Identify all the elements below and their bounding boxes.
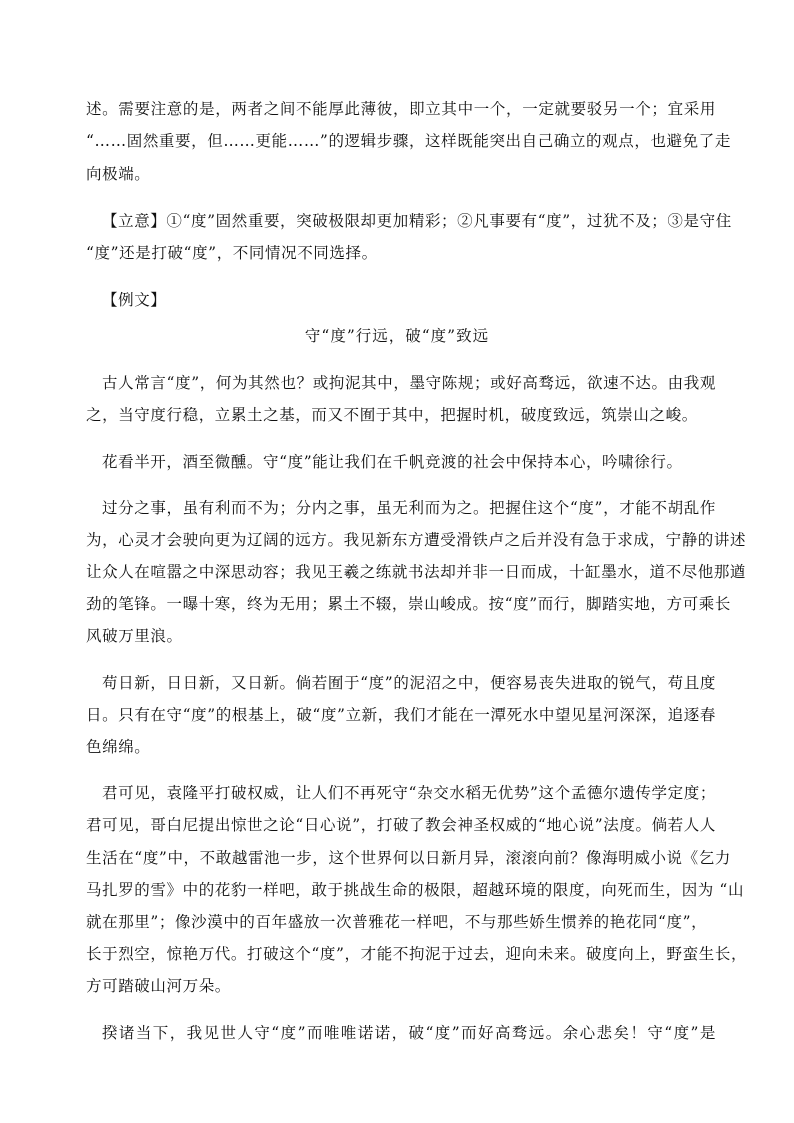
essay-p3-line-5: 风破万里浪。 bbox=[86, 627, 183, 645]
idea-line-1: 【立意】①“度”固然重要，突破极限却更加精彩；②凡事要有“度”，过犹不及；③是守住 bbox=[102, 212, 732, 230]
essay-p5-line-2: 君可见，哥白尼提出惊世之论“日心说”，打破了教会神圣权威的“地心说”法度。倘若人人 bbox=[86, 816, 716, 834]
idea-line-2: “度”还是打破“度”，不同情况不同选择。 bbox=[86, 244, 378, 262]
essay-p5-line-5: 就在那里”；像沙漠中的百年盛放一次普雅花一样吧，不与那些娇生惯养的艳花同“度”， bbox=[86, 913, 708, 931]
essay-p3-line-3: 让众人在喧嚣之中深思动容；我见王羲之练就书法却并非一日而成，十缸墨水，道不尽他那遒 bbox=[86, 563, 747, 581]
intro-line-2: “……固然重要，但……更能……”的逻辑步骤，这样既能突出自己确立的观点，也避免了走 bbox=[86, 132, 731, 150]
essay-p1-line-1: 古人常言“度”，何为其然也？或拘泥其中，墨守陈规；或好高骛远，欲速不达。由我观 bbox=[102, 374, 716, 392]
essay-p1-line-2: 之，当守度行稳，立累土之基，而又不囿于其中，把握时机，破度致远，筑崇山之峻。 bbox=[86, 406, 698, 424]
essay-p4-line-3: 色绵绵。 bbox=[86, 738, 151, 756]
intro-line-3: 向极端。 bbox=[86, 165, 151, 183]
essay-p5-line-3: 生活在“度”中，不敢越雷池一步，这个世界何以日新月异，滚滚向前？像海明威小说《乞力 bbox=[86, 849, 731, 867]
essay-p5-line-6: 长于烈空，惊艳万代。打破这个“度”，才能不拘泥于过去，迎向未来。破度向上，野蛮生长， bbox=[86, 945, 748, 963]
essay-p6-line-1: 揆诸当下，我见世人守“度”而唯唯诺诺，破“度”而好高骛远。余心悲矣！守“度”是 bbox=[102, 1024, 716, 1042]
essay-p4-line-1: 苟日新，日日新，又日新。倘若囿于“度”的泥沼之中，便容易丧失进取的锐气，苟且度 bbox=[102, 674, 716, 692]
essay-p3-line-2: 为，心灵才会驶向更为辽阔的远方。我见新东方遭受滑铁卢之后并没有急于求成，宁静的讲述 bbox=[86, 531, 747, 549]
essay-p5-line-4: 马扎罗的雪》中的花豹一样吧，敢于挑战生命的极限，超越环境的限度，向死而生，因为 “山 bbox=[86, 881, 745, 899]
example-label: 【例文】 bbox=[102, 291, 167, 309]
essay-p4-line-2: 日。只有在守“度”的根基上，破“度”立新，我们才能在一潭死水中望见星河深深，追逐春 bbox=[86, 706, 716, 724]
essay-title: 守“度”行远，破“度”致远 bbox=[304, 327, 490, 345]
essay-p2-line-1: 花看半开，酒至微醺。守“度”能让我们在千帆竞渡的社会中保持本心，吟啸徐行。 bbox=[102, 453, 683, 471]
intro-line-1: 述。需要注意的是，两者之间不能厚此薄彼，即立其中一个，一定就要驳另一个；宜采用 bbox=[86, 100, 716, 118]
essay-p5-line-7: 方可踏破山河万朵。 bbox=[86, 977, 231, 995]
essay-p5-line-1: 君可见，袁隆平打破权威，让人们不再死守“杂交水稻无优势”这个孟德尔遗传学定度； bbox=[102, 784, 716, 802]
essay-p3-line-4: 劲的笔锋。一曝十寒，终为无用；累土不辍，崇山峻成。按“度”而行，脚踏实地，方可乘长 bbox=[86, 595, 731, 613]
essay-p3-line-1: 过分之事，虽有利而不为；分内之事，虽无利而为之。把握住这个“度”，才能不胡乱作 bbox=[102, 499, 716, 517]
